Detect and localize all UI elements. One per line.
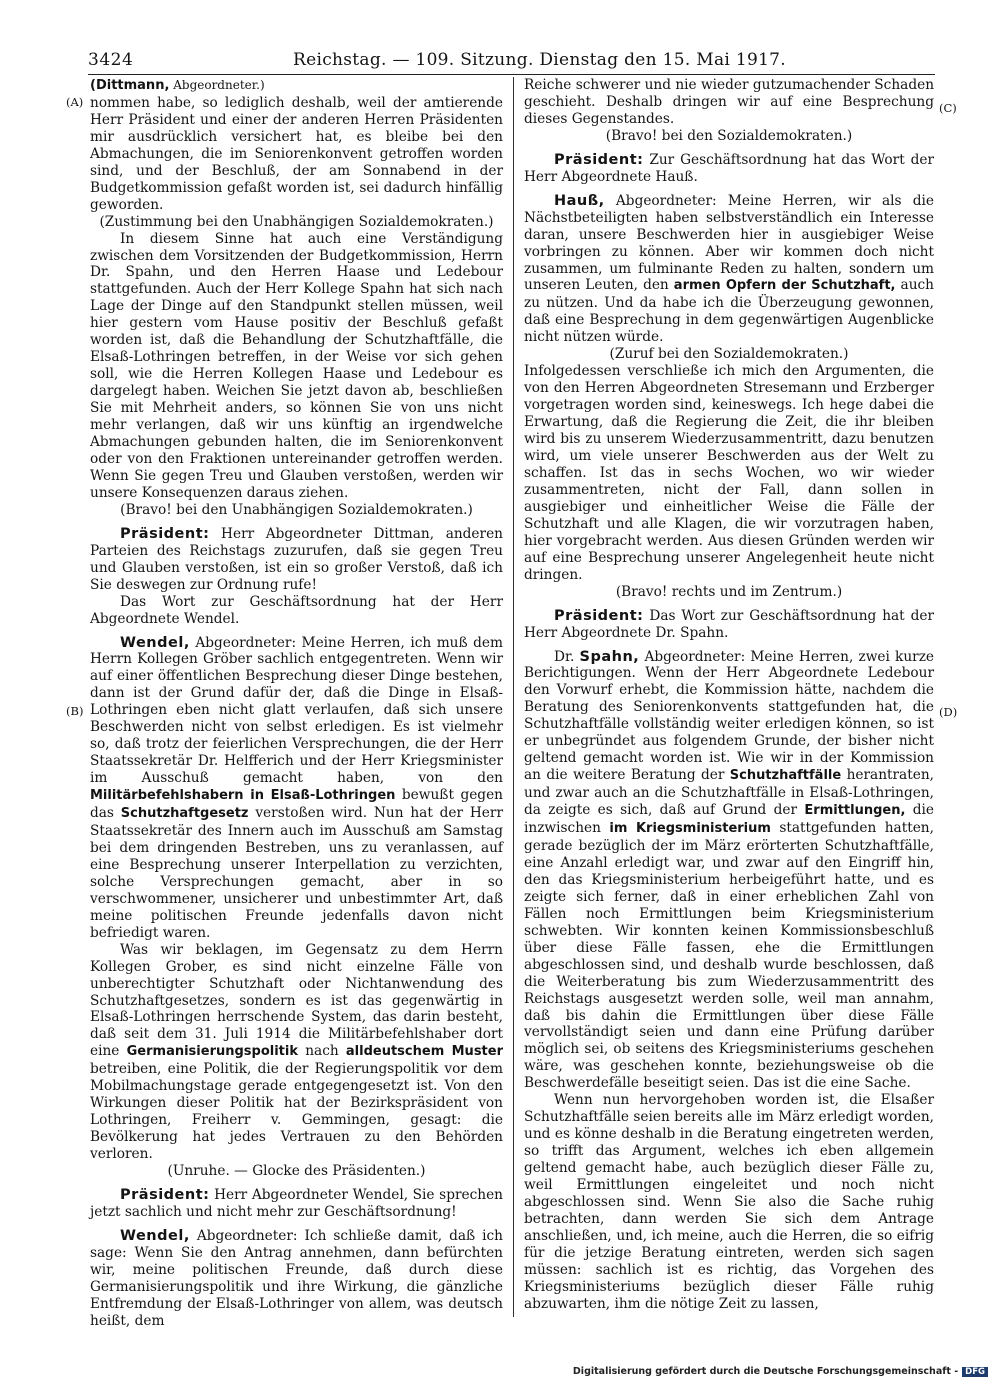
margin-mark-a: (A) [66,95,84,109]
speaker-name: Spahn, [579,648,640,665]
margin-mark-d: (D) [939,705,958,719]
speech-paragraph: Präsident: Das Wort zur Geschäftsordnung hat der Herr Abgeordnete Dr. Spahn. [524,607,934,641]
emphasis: Ermittlungen, [804,803,906,819]
paragraph: In diesem Sinne hat auch eine Verständigung zwischen dem Vorsitzenden der Budgetkommission, Herrn Dr. Spahn, und den Herren Haase und Ledebour stattgefunden. Auch der Herr Kollege Spahn hat sich nach Lage der Dinge auf den Standpunkt stellen müssen, weil hier gestern vom Hause positiv der Beschluß gefaßt worden ist, daß die Behandlung der Schutzhaftfälle, die Elsaß-Lothringen betreffen, in der Weise vor sich gehen soll, wie die Herren Kollegen Haase und Ledebour es dargelegt haben. Weichen Sie jetzt davon ab, beschließen Sie mit Mehrheit anders, so können Sie von uns nicht mehr verlangen, daß wir uns künftig an irgendwelche Abmachungen gebunden halten, die im Seniorenkonvent oder von den Fraktionen untereinander getroffen werden. Wenn Sie gegen Treu und Glauben verstoßen, werden wir unsere Konsequenzen daraus ziehen. [90,230,503,501]
speaker-name: Wendel, [120,1227,190,1244]
column-divider [513,77,514,1317]
running-title: Reichstag. — 109. Sitzung. Dienstag den 15. Mai 1917. [293,50,787,70]
emphasis: Schutzhaftgesetz [120,806,249,822]
interjection: (Unruhe. — Glocke des Präsidenten.) [167,1163,426,1180]
emphasis: Militärbefehlshabern in Elsaß-Lothringen [90,788,396,804]
speech-paragraph: Dr. Spahn, Abgeordneter: Meine Herren, zwei kurze Berichtigungen. Wenn der Herr Abgeordnete Ledebour den Vorwurf erhebt, die Kommission hätte, nachdem die Beratung des Seniorenkonvents stattgefunden hat, die Schutzhaftfälle vollständig weiter erledigen können, so ist er unbegründet aus folgendem Grunde, der bisher nicht geltend gemacht worden ist. Wie wir in der Kommission an die weitere Beratung der Schutzhaftfälle herantraten, und zwar auch an die Schutzhaftfälle in Elsaß-Lothringen, da zeigte es sich, daß auf Grund der Ermittlungen, die inzwischen im Kriegsministerium stattgefunden hatten, gerade bezüglich der im März erörterten Schutzhaftfälle, eine Anzahl erledigt war, und zwar auf den Eingriff hin, den das Kriegsministerium herbeigeführt hatte, und es zeigte sich ferner, daß in einer erheblichen Zahl von Fällen noch Ermittlungen beim Kriegsministerium schwebten. Wir konnten keinen Kommissionsbeschluß über diese Fälle fassen, ehe die Ermittlungen abgeschlossen sind, und deshalb wurde beschlossen, daß die Weiterberatung bis zum Wiederzusammentritt des Reichstags ausgesetzt werden solle, weil man annahm, daß bis dahin die Ermittlungen über diese Fälle vervollständigt seien und dann eine Prüfung darüber möglich sei, ob seitens des Kriegsministeriums geschehen wäre, was geschehen konnte, beziehungsweise ob die Beschwerdefälle beseitigt seien. Das ist die eine Sache. [524,648,935,1092]
speech-paragraph: Wendel, Abgeordneter: Ich schließe damit, daß ich sage: Wenn Sie den Antrag annehmen, dann befürchten wir, meine politischen Freunde, daß durch diese Germanisierungspolitik und ihre Wirkung, die gänzliche Entfremdung der Elsaß-Lothringer von allem, was deutsch heißt, dem [90,1227,503,1329]
interjection: (Bravo! bei den Unabhängigen Sozialdemokraten.) [120,501,473,518]
left-column [90,77,503,1330]
paragraph: Das Wort zur Geschäftsordnung hat der Herr Abgeordnete Wendel. [90,593,503,627]
speaker-name: Präsident: [554,151,644,168]
dfg-logo: DFG [962,1367,988,1377]
right-column [524,77,934,1313]
speaker-attribution: (Dittmann, Abgeordneter.) [90,78,265,93]
speaker-name: Präsident: [120,1187,210,1203]
speaker-name: Präsident: [554,607,644,624]
paragraph: Infolgedessen verschließe ich mich den Argumenten, die von den Herren Abgeordneten Stresemann und Erzberger vorgetragen worden sind, keineswegs. Ich hege dabei die Erwartung, daß die Regierung die Zeit, die ihr bleiben wird bis zu unserem Wiederzusammentritt, dazu benutzen wird, um viele unserer Beschwerden aus der Welt zu schaffen. Ist das in sechs Wochen, wo wir wieder zusammentreten, nicht der Fall, dann sollen in ausgiebiger und einheitlicher Weise die Fälle der Schutzhaft und alle Klagen, die wir vorzutragen haben, hier vorgebracht werden. Aus diesen Gründen werden wir auf eine Besprechung unserer Angelegenheit heute nicht dringen. [524,363,934,583]
speaker-name: Präsident: [120,525,210,542]
speech-paragraph: Präsident: Herr Abgeordneter Dittman, anderen Parteien des Reichstags zuzurufen, daß sie gegen Treu und Glauben verstoßen, ist ein so großer Verstoß, daß ich Sie deswegen zur Ordnung rufe! [90,525,503,593]
speaker-name: Hauß, [554,192,605,209]
interjection: (Bravo! bei den Sozialdemokraten.) [605,127,853,144]
emphasis: im Kriegsministerium [609,821,771,837]
page-header [88,50,935,72]
interjection: (Bravo! rechts und im Zentrum.) [615,583,843,600]
speech-paragraph: Präsident: Herr Abgeordneter Wendel, Sie sprechen jetzt sachlich und nicht mehr zur Geschäftsordnung! [90,1187,503,1220]
paragraph: Reiche schwerer und nie wieder gutzumachender Schaden geschieht. Deshalb dringen wir auf eine Besprechung dieses Gegenstandes. [524,77,935,127]
emphasis: Schutzhaftfälle [729,768,842,784]
paragraph: Wenn nun hervorgehoben worden ist, die Elsaßer Schutzhaftfälle seien bereits alle im März erledigt worden, und es könne deshalb in die Beratung eingetreten werden, so trifft das Argument, welches ich eben allgemein geltend gemacht habe, auch bezüglich dieser Fälle zu, weil Ermittlungen eingeleitet und noch nicht abgeschlossen sind. Wenn Sie also die Sache ruhig betrachten, dann werden Sie sich dem Antrage anschließen, und, ich meine, auch die Herren, die so eifrig für die jetzige Beratung eintreten, werden sich sagen müssen: sachlich ist es richtig, das Vorgehen des Kriegsministeriums bezüglich dieser Fälle ruhig abzuwarten, ihm die nötige Zeit zu lassen, [524,1092,934,1312]
page-number: 3424 [88,50,134,70]
paragraph: nommen habe, so lediglich deshalb, weil der amtierende Herr Präsident und einer der anderen Herren Präsidenten mir ausdrücklich versichert hat, es bleibe bei den Abmachungen, die im Seniorenkonvent getroffen worden sind, und der Beschluß, der am Sonnabend in der Budgetkommission gefaßt worden ist, sei dadurch hinfällig geworden. [90,94,503,213]
emphasis: armen Opfern der Schutzhaft, [673,278,896,294]
paragraph: Was wir beklagen, im Gegensatz zu dem Herrn Kollegen Grober, es sind nicht einzelne Fälle von unberechtigter Schutzhaft oder Nichtanwendung des Schutzhaftgesetzes, sondern es ist das gegenwärtig in Elsaß-Lothringen herrschende System, das darin besteht, daß seit dem 31. Juli 1914 die Militärbefehlshaber dort eine Germanisierungspolitik nach alldeutschem Muster betreiben, eine Politik, die der Regierungspolitik vor dem Mobilmachungstage gerade entgegengesetzt ist. Von den Wirkungen dieser Politik hat der Bezirkspräsident von Lothringen, Freiherr v. Gemmingen, gesagt: die Bevölkerung hat jedes Vertrauen zu den Behörden verloren. [90,941,503,1163]
interjection: (Zustimmung bei den Unabhängigen Sozialdemokraten.) [99,213,494,230]
emphasis: Germanisierungspolitik [126,1044,298,1060]
emphasis: alldeutschem Muster [345,1044,503,1060]
speech-paragraph: Präsident: Zur Geschäftsordnung hat das Wort der Herr Abgeordnete Hauß. [524,151,934,185]
speaker-name: Wendel, [120,634,190,651]
speech-paragraph: Wendel, Abgeordneter: Meine Herren, ich muß dem Herrn Kollegen Gröber sachlich entgegentreten. Wenn wir auf einer öffentlichen Besprechung dieser Dinge bestehen, dann ist der Grund dafür der, daß die Dinge in Elsaß-Lothringen eben nicht glatt verlaufen, daß sich unsere Beschwerden nicht von selbst erledigen. Es ist vielmehr so, daß trotz der feierlichen Versprechungen, die der Herr Staatssekretär Dr. Helfferich und der Herr Kriegsminister im Ausschuß gemacht haben, von den Militärbefehlshabern in Elsaß-Lothringen bewußt gegen das Schutzhaftgesetz verstoßen wird. Nun hat der Herr Staatssekretär des Innern auch im Ausschuß am Samstag bei dem dringenden Bestreben, uns zu veranlassen, auf eine Besprechung unserer Interpellation zu verzichten, solche Versprechungen gemacht, aber in so verschwommener, unsicherer und unbestimmter Art, daß meine politischen Freunde jedenfalls davon nicht befriedigt waren. [90,634,503,941]
interjection: (Zuruf bei den Sozialdemokraten.) [609,346,849,363]
speech-paragraph: Hauß, Abgeordneter: Meine Herren, wir als die Nächstbeteiligten haben selbstverständlich ein Interesse daran, unsere Beschwerden hier in ausgiebiger Weise vorbringen zu können. Aber wir kommen doch nicht zusammen, um fulminante Reden zu halten, sondern um unseren Leuten, den armen Opfern der Schutzhaft, auch zu nützen. Und da habe ich die Überzeugung gewonnen, daß eine Besprechung in dem gegenwärtigen Augenblicke nicht nützen würde. [524,192,934,346]
footer-credit: Digitalisierung gefördert durch die Deutsche Forschungsgemeinschaft - DFG [573,1366,988,1377]
margin-mark-b: (B) [66,704,84,718]
margin-mark-c: (C) [939,101,957,115]
header-rule [88,74,935,75]
